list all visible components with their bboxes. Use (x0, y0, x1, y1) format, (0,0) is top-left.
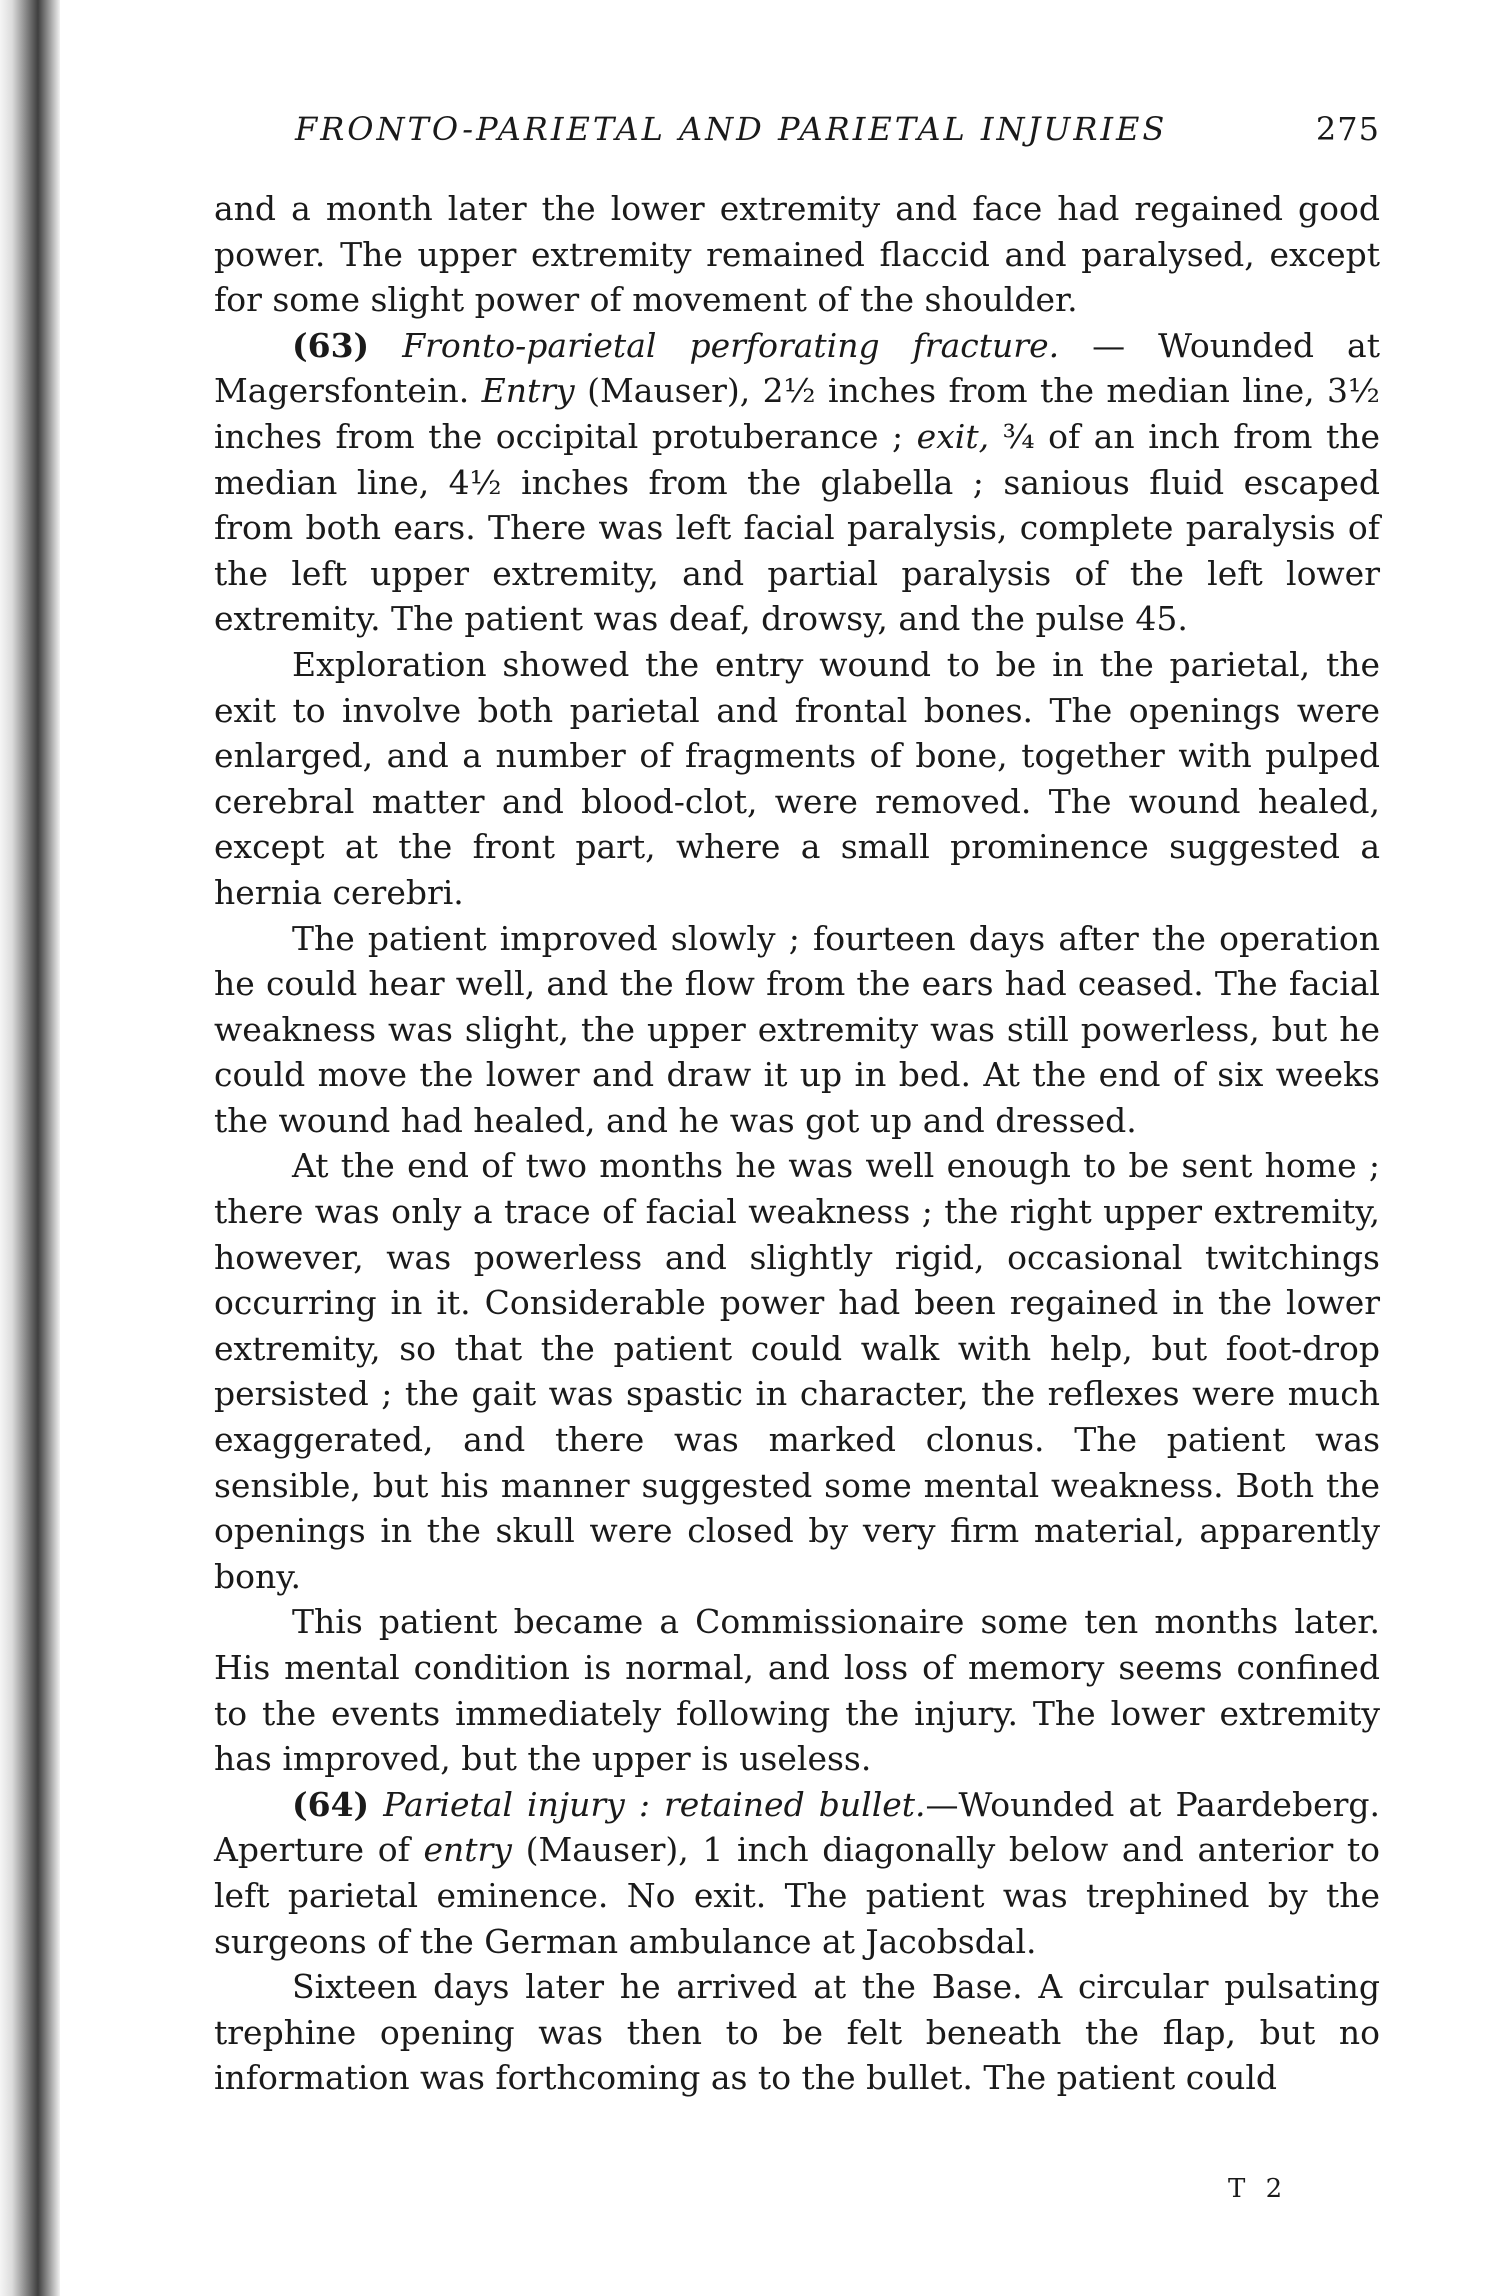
case-number: (64) (292, 1784, 370, 1824)
entry-label: entry (423, 1830, 512, 1870)
paragraph-text: Exploration showed the entry wound to be in the parietal, the exit to involve both parietal and frontal bones. The openings were enlarged, and a number of fragments of bone, together with pulped cerebral matter and blood-clot, were removed. The wound healed, except at the front part, where a small prominence suggested a hernia cerebri. (214, 644, 1380, 912)
case-text-a: (Mauser), 2½ inches from the median line, 3½ inches from the occipital protuberance ; (214, 371, 1380, 456)
paragraph (214, 1599, 1380, 1781)
paragraph-continuation (214, 186, 1380, 323)
case-number: (63) (292, 325, 370, 365)
paragraph-text: and a month later the lower extremity and face had regained good power. The upper extremity remained flaccid and paralysed, except for some slight power of movement of the shoulder. (214, 189, 1380, 320)
entry-label: Entry (481, 371, 575, 411)
paragraph (214, 916, 1380, 1144)
running-header (225, 110, 1380, 156)
paragraph-text: At the end of two months he was well enough to be sent home ; there was only a trace of facial weakness ; the right upper extremity, however, was powerless and slightly rigid, occasional twitchings occurring in it. Considerable power had been regained in the lower extremity, so that the patient could walk with help, but foot-drop persisted ; the gait was spastic in character, the reflexes were much exaggerated, and there was marked clonus. The patient was sensible, but his manner suggested some mental weakness. Both the openings in the skull were closed by very firm material, apparently bony. (214, 1146, 1380, 1596)
body-text (214, 186, 1380, 2101)
paragraph-text: Sixteen days later he arrived at the Base. A circular pulsating trephine opening was then to be felt beneath the flap, but no information was forthcoming as to the bullet. The patient could (214, 1967, 1380, 2098)
case-title: Fronto-parietal perforating fracture. (402, 325, 1060, 365)
case-63-paragraph (214, 323, 1380, 642)
exit-label: exit, (916, 416, 990, 456)
paragraph (214, 642, 1380, 916)
paragraph-text: This patient became a Commissionaire some ten months later. His mental condition is normal, and loss of memory seems confined to the events immediately following the injury. The lower extremity has improved, but the upper is useless. (214, 1602, 1380, 1779)
paragraph (214, 1143, 1380, 1599)
case-title: Parietal injury : retained bullet. (383, 1784, 926, 1824)
case-text-b: ¾ of an inch from the median line, 4½ inches from the glabella ; sanious fluid escaped from both ears. There was left facial paralysis, complete paralysis of the left upper extremity, and partial paralysis of the left lower extremity. The patient was deaf, drowsy, and the pulse 45. (214, 416, 1380, 639)
signature-mark: T 2 (1228, 2174, 1289, 2204)
case-text-a: (Mauser), 1 inch diagonally below and anterior to left parietal eminence. No exit. The patient was trephined by the surgeons of the German ambulance at Jacobsdal. (214, 1830, 1381, 1961)
running-title: FRONTO-PARIETAL AND PARIETAL INJURIES (295, 110, 1168, 148)
page-number: 275 (1315, 110, 1380, 148)
page-binding-edge (0, 0, 60, 2296)
case-lead-in: — Wounded at Magersfontein. (214, 325, 1380, 411)
case-64-paragraph (214, 1782, 1380, 1964)
paragraph-text: The patient improved slowly ; fourteen days after the operation he could hear well, and the flow from the ears had ceased. The facial weakness was slight, the upper extremity was still powerless, but he could move the lower and draw it up in bed. At the end of six weeks the wound had healed, and he was got up and dressed. (214, 918, 1380, 1140)
paragraph (214, 1964, 1380, 2101)
case-lead-in: —Wounded at Paardeberg. Aperture of (214, 1784, 1380, 1870)
